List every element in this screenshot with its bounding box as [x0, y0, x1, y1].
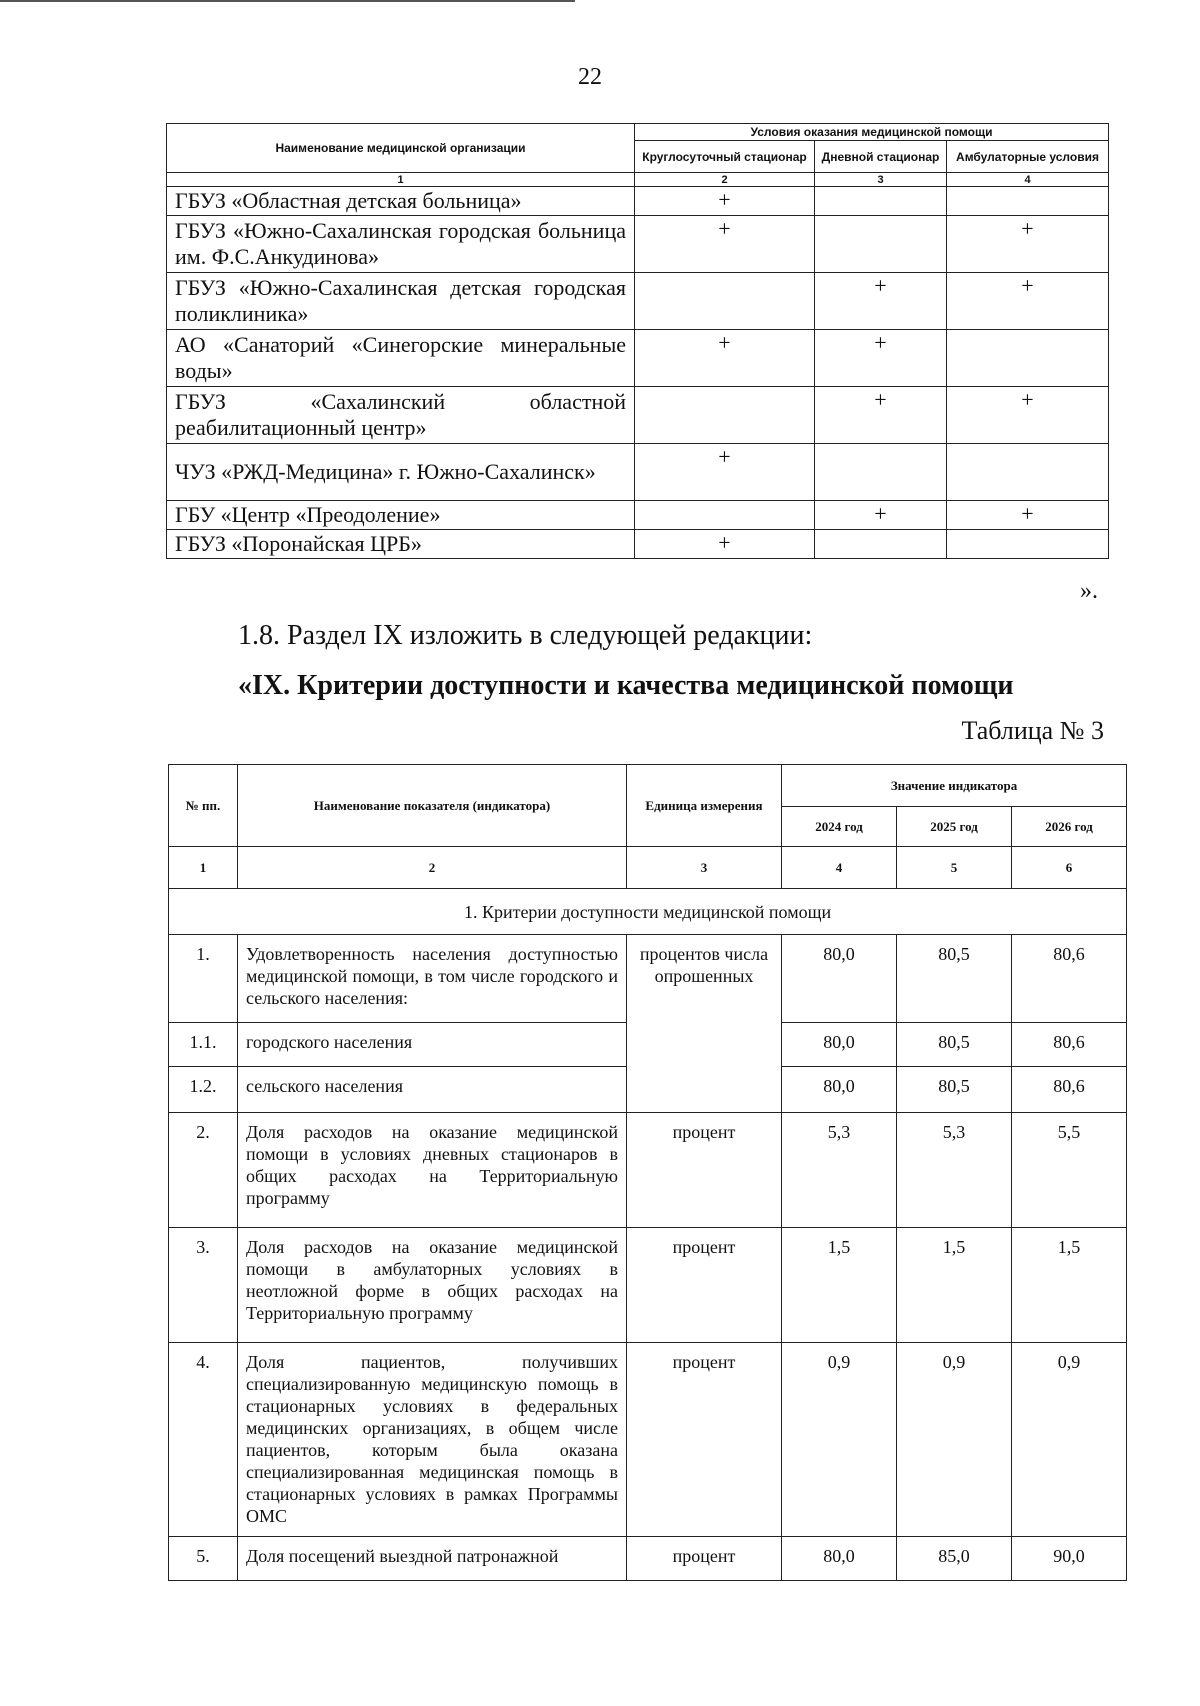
section-heading: «IX. Критерии доступности и качества медицинской помощи	[238, 670, 1014, 701]
table-row	[167, 387, 1109, 444]
closing-quote: ».	[1080, 578, 1098, 604]
table-row	[167, 216, 1109, 273]
organization-name: ГБУЗ «Сахалинский областной реабилитационный центр»	[167, 387, 635, 444]
criteria-table	[168, 764, 1127, 1581]
header-day-hospital: Дневной стационар	[815, 141, 947, 173]
index-cell: 4	[782, 847, 897, 889]
value-2024: 80,0	[782, 1067, 897, 1113]
value-2024: 5,3	[782, 1113, 897, 1228]
table-row	[169, 1537, 1127, 1581]
row-number: 4.	[169, 1343, 238, 1537]
value-2026: 5,5	[1012, 1113, 1127, 1228]
indicator-unit: процентов числа опрошенных	[627, 935, 782, 1113]
table-row	[169, 1343, 1127, 1537]
indicator-name: Доля посещений выездной патронажной	[238, 1537, 627, 1581]
indicator-name: городского населения	[238, 1023, 627, 1067]
value-2025: 80,5	[897, 935, 1012, 1023]
row-number: 1.	[169, 935, 238, 1023]
day-hospital-mark: +	[815, 501, 947, 530]
header-year-2024: 2024 год	[782, 807, 897, 847]
indicator-name: Удовлетворенность населения доступностью медицинской помощи, в том числе городского и сельского населения:	[238, 935, 627, 1023]
day-hospital-mark: +	[815, 387, 947, 444]
day-hospital-mark	[815, 530, 947, 559]
indicator-unit: процент	[627, 1113, 782, 1228]
header-number: № пп.	[169, 765, 238, 847]
indicator-unit: процент	[627, 1343, 782, 1537]
value-2024: 1,5	[782, 1228, 897, 1343]
value-2026: 90,0	[1012, 1537, 1127, 1581]
value-2025: 80,5	[897, 1023, 1012, 1067]
value-2025: 1,5	[897, 1228, 1012, 1343]
top-border-line	[0, 0, 575, 2]
value-2026: 80,6	[1012, 935, 1127, 1023]
index-cell: 3	[627, 847, 782, 889]
round-the-clock-mark	[635, 273, 815, 330]
table1-index-row	[167, 173, 1109, 187]
outpatient-mark	[947, 187, 1109, 216]
indicator-name: Доля расходов на оказание медицинской помощи в условиях дневных стационаров в общих расходах на Территориальную программу	[238, 1113, 627, 1228]
table2-index-row	[169, 847, 1127, 889]
indicator-name: Доля расходов на оказание медицинской помощи в амбулаторных условиях в неотложной форме в общих расходах на Территориальную программу	[238, 1228, 627, 1343]
outpatient-mark: +	[947, 273, 1109, 330]
value-2024: 0,9	[782, 1343, 897, 1537]
amendment-text: 1.8. Раздел IX изложить в следующей редакции:	[238, 620, 813, 651]
organization-name: ГБУЗ «Южно-Сахалинская детская городская поликлиника»	[167, 273, 635, 330]
row-number: 1.2.	[169, 1067, 238, 1113]
index-cell: 1	[167, 173, 635, 187]
day-hospital-mark	[815, 187, 947, 216]
day-hospital-mark	[815, 444, 947, 501]
index-cell: 2	[635, 173, 815, 187]
header-outpatient: Амбулаторные условия	[947, 141, 1109, 173]
value-2024: 80,0	[782, 1023, 897, 1067]
index-cell: 5	[897, 847, 1012, 889]
row-number: 3.	[169, 1228, 238, 1343]
round-the-clock-mark: +	[635, 530, 815, 559]
outpatient-mark: +	[947, 216, 1109, 273]
table-row	[169, 1228, 1127, 1343]
outpatient-mark: +	[947, 501, 1109, 530]
outpatient-mark: +	[947, 387, 1109, 444]
table-row	[167, 330, 1109, 387]
index-cell: 4	[947, 173, 1109, 187]
organization-name: АО «Санаторий «Синегорские минеральные воды»	[167, 330, 635, 387]
index-cell: 2	[238, 847, 627, 889]
value-2026: 80,6	[1012, 1067, 1127, 1113]
organization-name: ГБУ «Центр «Преодоление»	[167, 501, 635, 530]
index-cell: 1	[169, 847, 238, 889]
round-the-clock-mark	[635, 501, 815, 530]
page-number: 22	[578, 64, 602, 90]
indicator-name: сельского населения	[238, 1067, 627, 1113]
row-number: 5.	[169, 1537, 238, 1581]
value-2026: 80,6	[1012, 1023, 1127, 1067]
value-2025: 5,3	[897, 1113, 1012, 1228]
table-row	[167, 444, 1109, 501]
organization-name: ГБУЗ «Областная детская больница»	[167, 187, 635, 216]
outpatient-mark	[947, 444, 1109, 501]
indicator-unit: процент	[627, 1537, 782, 1581]
table-row	[167, 501, 1109, 530]
value-2025: 0,9	[897, 1343, 1012, 1537]
value-2026: 0,9	[1012, 1343, 1127, 1537]
value-2025: 80,5	[897, 1067, 1012, 1113]
outpatient-mark	[947, 530, 1109, 559]
value-2026: 1,5	[1012, 1228, 1127, 1343]
table-row	[169, 935, 1127, 1023]
organization-name: ЧУЗ «РЖД-Медицина» г. Южно-Сахалинск»	[167, 444, 635, 501]
header-year-2025: 2025 год	[897, 807, 1012, 847]
indicator-unit: процент	[627, 1228, 782, 1343]
value-2024: 80,0	[782, 935, 897, 1023]
row-number: 1.1.	[169, 1023, 238, 1067]
organizations-table	[166, 123, 1109, 559]
table-caption: Таблица № 3	[961, 716, 1104, 745]
header-year-2026: 2026 год	[1012, 807, 1127, 847]
index-cell: 6	[1012, 847, 1127, 889]
round-the-clock-mark: +	[635, 330, 815, 387]
table-row	[169, 1113, 1127, 1228]
header-organization-name: Наименование медицинской организации	[167, 124, 635, 173]
value-2025: 85,0	[897, 1537, 1012, 1581]
row-number: 2.	[169, 1113, 238, 1228]
round-the-clock-mark: +	[635, 187, 815, 216]
round-the-clock-mark: +	[635, 216, 815, 273]
header-unit: Единица измерения	[627, 765, 782, 847]
organization-name: ГБУЗ «Южно-Сахалинская городская больница им. Ф.С.Анкудинова»	[167, 216, 635, 273]
header-indicator-value: Значение индикатора	[782, 765, 1127, 807]
index-cell: 3	[815, 173, 947, 187]
table-row	[167, 530, 1109, 559]
round-the-clock-mark: +	[635, 444, 815, 501]
indicator-name: Доля пациентов, получивших специализированную медицинскую помощь в стационарных условиях в федеральных медицинских организациях, в общем числе пациентов, которым была оказана специализированная медицинская помощь в стационарных условиях в рамках Программы ОМС	[238, 1343, 627, 1537]
outpatient-mark	[947, 330, 1109, 387]
round-the-clock-mark	[635, 387, 815, 444]
header-round-the-clock: Круглосуточный стационар	[635, 141, 815, 173]
group-row	[169, 889, 1127, 935]
day-hospital-mark: +	[815, 330, 947, 387]
table-row	[167, 187, 1109, 216]
day-hospital-mark: +	[815, 273, 947, 330]
group-title: 1. Критерии доступности медицинской помощи	[169, 889, 1127, 935]
value-2024: 80,0	[782, 1537, 897, 1581]
header-indicator-name: Наименование показателя (индикатора)	[238, 765, 627, 847]
organization-name: ГБУЗ «Поронайская ЦРБ»	[167, 530, 635, 559]
table-row	[167, 273, 1109, 330]
header-conditions: Условия оказания медицинской помощи	[635, 124, 1109, 141]
day-hospital-mark	[815, 216, 947, 273]
